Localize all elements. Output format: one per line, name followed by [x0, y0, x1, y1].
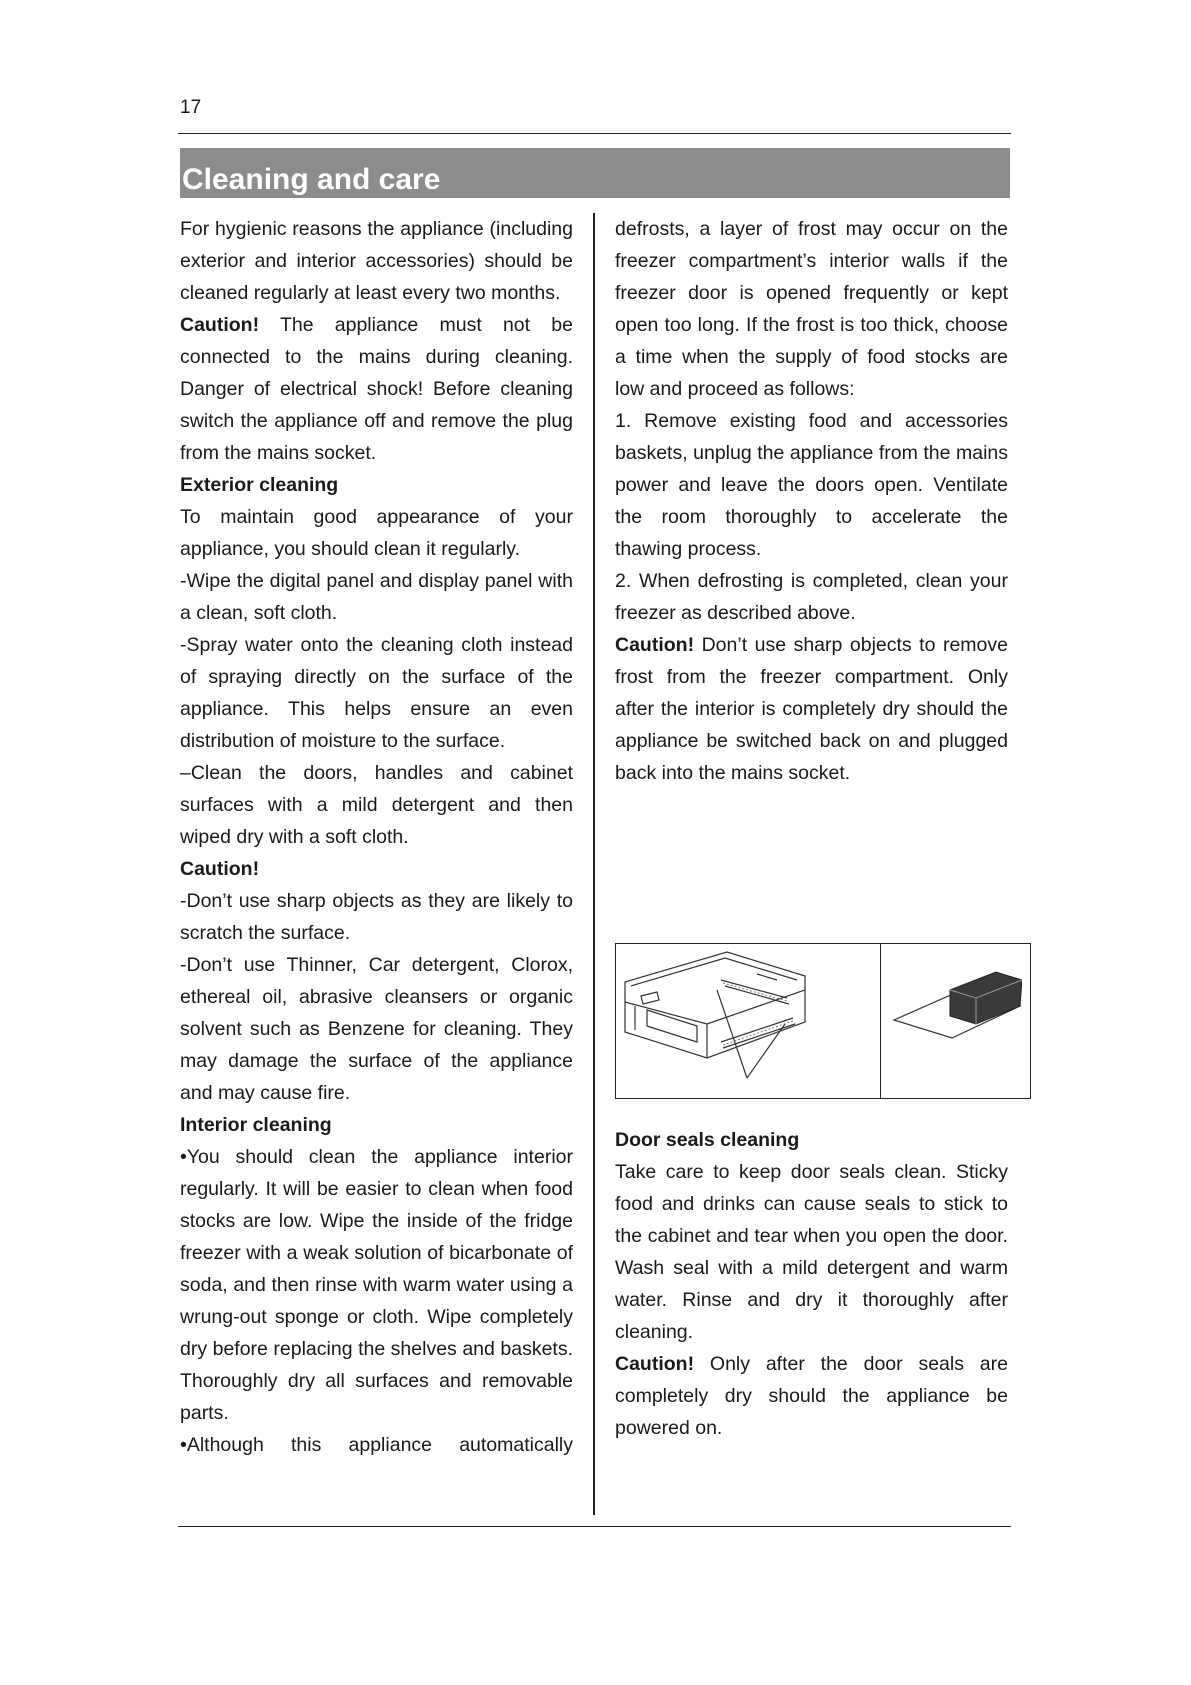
caution-paragraph: -Don’t use sharp objects as they are likely to scratch the surface. — [180, 890, 573, 944]
interior-paragraph: •You should clean the appliance interior regularly. It will be easier to clean when food stocks are low. Wipe the inside of the fridge freezer with a weak solution of bicarbonate of soda, and then rinse with warm water using a wrung-out sponge or cloth. Wipe completely dry before replacing the shelves and baskets. Thoroughly dry all surfaces and removable parts. — [180, 1146, 573, 1424]
column-divider — [593, 213, 595, 1515]
interior-paragraph: •Although this appliance automatically — [180, 1434, 573, 1456]
defrost-step: 1. Remove existing food and accessories baskets, unplug the appliance from the mains power and leave the doors open. Ventilate the room thoroughly to accelerate the thawing process. — [615, 410, 1008, 560]
caution-label: Caution! — [180, 314, 260, 336]
exterior-paragraph: To maintain good appearance of your appliance, you should clean it regularly. — [180, 506, 573, 560]
caution-label: Caution! — [615, 1353, 695, 1375]
caution-text: The appliance must not be connected to the mains during cleaning. Danger of electrical shock! Before cleaning switch the appliance off and remove the plug from the mains socket. — [180, 314, 573, 464]
exterior-paragraph: -Spray water onto the cleaning cloth instead of spraying directly on the surface of the appliance. This helps ensure an even distribution of moisture to the surface. — [180, 634, 573, 752]
door-seals-paragraph: Take care to keep door seals clean. Sticky food and drinks can cause seals to stick to the cabinet and tear when you open the door. Wash seal with a mild detergent and warm water. Rinse and dry it thoroughly after cleaning. — [615, 1161, 1008, 1343]
caution-paragraph-mains — [180, 309, 573, 469]
defrost-paragraph: defrosts, a layer of frost may occur on the freezer compartment’s interior walls if the freezer door is opened frequently or kept open too long. If the frost is too thick, choose a time when the supply of food stocks are low and proceed as follows: — [615, 218, 1008, 400]
caution-text: Only after the door seals are completely dry should the appliance be powered on. — [615, 1353, 1008, 1439]
exterior-paragraph: –Clean the doors, handles and cabinet surfaces with a mild detergent and then wiped dry with a soft cloth. — [180, 762, 573, 848]
page-number: 17 — [180, 97, 202, 118]
top-rule — [178, 133, 1011, 134]
right-column — [615, 213, 1008, 1439]
caution-paragraph-frost — [615, 629, 1008, 789]
exterior-cleaning-heading: Exterior cleaning — [180, 474, 339, 496]
interior-cleaning-heading: Interior cleaning — [180, 1114, 332, 1136]
section-title: Cleaning and care — [180, 148, 1010, 198]
bottom-rule — [178, 1526, 1011, 1527]
cloth-sponge-illustration — [892, 960, 1022, 1060]
illustration-divider — [880, 943, 881, 1099]
drawer-illustration — [617, 946, 813, 1086]
caution-text: Don’t use sharp objects to remove frost from the freezer compartment. Only after the interior is completely dry should the appliance be switched back on and plugged back into the mains socket. — [615, 634, 1008, 784]
intro-paragraph: For hygienic reasons the appliance (including exterior and interior accessories) should be cleaned regularly at least every two months. — [180, 218, 573, 304]
caution-paragraph: -Don’t use Thinner, Car detergent, Clorox, ethereal oil, abrasive cleansers or organic solvent such as Benzene for cleaning. They may damage the surface of the appliance and may cause fire. — [180, 954, 573, 1104]
defrost-step: 2. When defrosting is completed, clean your freezer as described above. — [615, 570, 1008, 624]
door-seals-section — [615, 1124, 1008, 1444]
exterior-paragraph: -Wipe the digital panel and display panel with a clean, soft cloth. — [180, 570, 573, 624]
door-seals-heading: Door seals cleaning — [615, 1129, 800, 1151]
caution-heading: Caution! — [180, 858, 260, 880]
left-column — [180, 213, 573, 1461]
caution-label: Caution! — [615, 634, 695, 656]
caution-paragraph-seals — [615, 1348, 1008, 1444]
